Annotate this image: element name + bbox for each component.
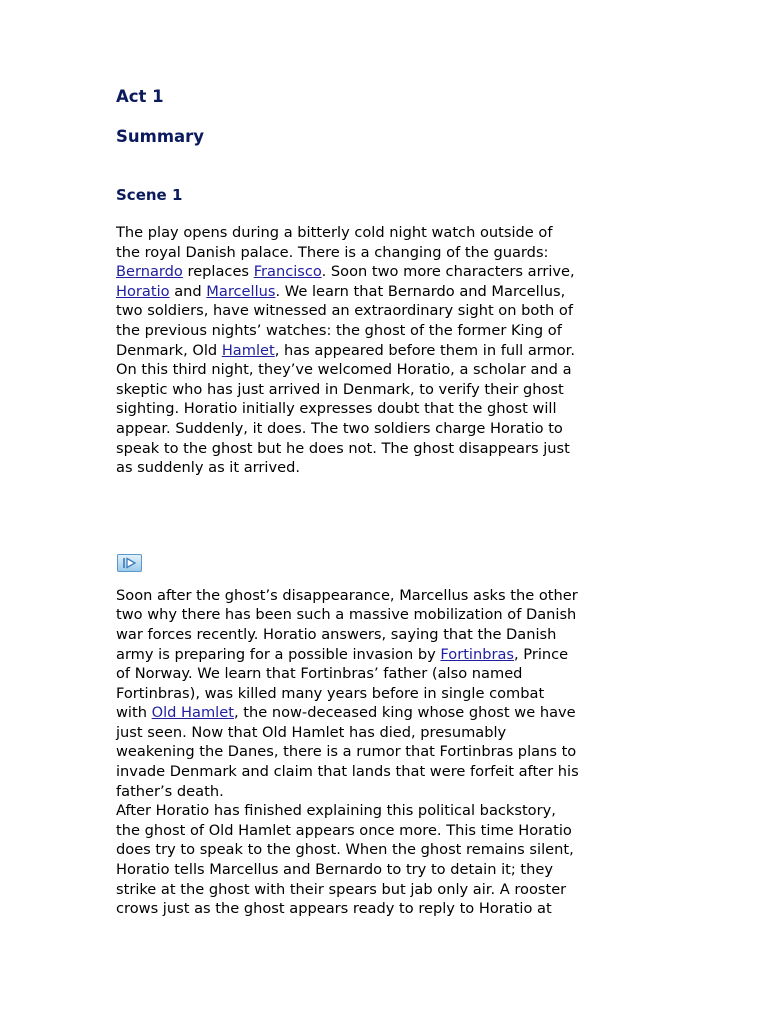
text-line: two why there has been such a massive mobilization of Danish <box>116 606 577 624</box>
text-line: as suddenly as it arrived. <box>116 459 300 477</box>
text-fragment: . We learn that Bernardo and Marcellus, <box>275 282 566 300</box>
text-line <box>116 341 656 361</box>
link-bernardo[interactable]: Bernardo <box>116 263 183 281</box>
text-fragment: , has appeared before them in full armor. <box>274 341 575 359</box>
text-fragment: , the now-deceased king whose ghost we have <box>233 704 576 722</box>
play-ad-icon[interactable] <box>117 554 142 572</box>
text-line: Fortinbras), was killed many years before in single combat <box>116 684 545 702</box>
link-fortinbras[interactable]: Fortinbras <box>440 645 515 663</box>
link-marcellus[interactable]: Marcellus <box>206 282 276 300</box>
text-line: The play opens during a bitterly cold night watch outside of <box>116 224 553 241</box>
text-line: the previous nights’ watches: the ghost of the former King of <box>116 321 562 339</box>
text-line: invade Denmark and claim that lands that were forfeit after his <box>116 763 579 781</box>
scene-heading: Scene 1 <box>116 186 183 204</box>
text-line: just seen. Now that Old Hamlet has died, presumably <box>116 723 507 741</box>
link-horatio[interactable]: Horatio <box>116 282 170 300</box>
link-old-hamlet[interactable]: Old Hamlet <box>151 704 234 722</box>
text-line: Soon after the ghost’s disappearance, Marcellus asks the other <box>116 586 578 604</box>
text-line: After Horatio has finished explaining this political backstory, <box>116 802 556 820</box>
document-page <box>116 86 656 919</box>
link-hamlet[interactable]: Hamlet <box>221 341 275 359</box>
act-heading: Act 1 <box>116 87 164 106</box>
summary-heading: Summary <box>116 127 205 146</box>
text-line: strike at the ghost with their spears but jab only air. A rooster <box>116 880 567 898</box>
text-line: sighting. Horatio initially expresses doubt that the ghost will <box>116 400 557 418</box>
text-line <box>116 645 656 665</box>
text-line: of Norway. We learn that Fortinbras’ father (also named <box>116 665 523 683</box>
text-fragment: Denmark, Old <box>116 341 222 359</box>
play-icon <box>120 556 139 570</box>
spacer <box>116 572 656 586</box>
text-fragment: , Prince <box>514 645 569 663</box>
text-line: does try to speak to the ghost. When the ghost remains silent, <box>116 841 574 859</box>
text-line <box>116 703 656 723</box>
text-fragment: and <box>169 282 207 300</box>
text-line: speak to the ghost but he does not. The ghost disappears just <box>116 439 570 457</box>
link-francisco[interactable]: Francisco <box>253 263 322 281</box>
text-line <box>116 282 656 302</box>
scene-paragraph-1 <box>116 223 656 478</box>
text-line: two soldiers, have witnessed an extraordinary sight on both of <box>116 302 573 320</box>
text-line: weakening the Danes, there is a rumor that Fortinbras plans to <box>116 743 577 761</box>
text-line: the royal Danish palace. There is a changing of the guards: <box>116 243 549 261</box>
text-line: war forces recently. Horatio answers, saying that the Danish <box>116 625 557 643</box>
text-line: Horatio tells Marcellus and Bernardo to try to detain it; they <box>116 861 553 879</box>
text-line: skeptic who has just arrived in Denmark, to verify their ghost <box>116 380 564 398</box>
scene-paragraph-2 <box>116 586 656 919</box>
text-line: the ghost of Old Hamlet appears once more. This time Horatio <box>116 821 572 839</box>
text-line: crows just as the ghost appears ready to reply to Horatio at <box>116 900 552 918</box>
text-fragment: . Soon two more characters arrive, <box>321 263 575 281</box>
text-line: On this third night, they’ve welcomed Horatio, a scholar and a <box>116 361 572 379</box>
text-line <box>116 262 656 282</box>
text-line: appear. Suddenly, it does. The two soldiers charge Horatio to <box>116 419 563 437</box>
text-fragment: replaces <box>182 263 254 281</box>
text-fragment: army is preparing for a possible invasion by <box>116 645 441 663</box>
text-fragment: with <box>116 704 152 722</box>
text-line: father’s death. <box>116 782 224 800</box>
